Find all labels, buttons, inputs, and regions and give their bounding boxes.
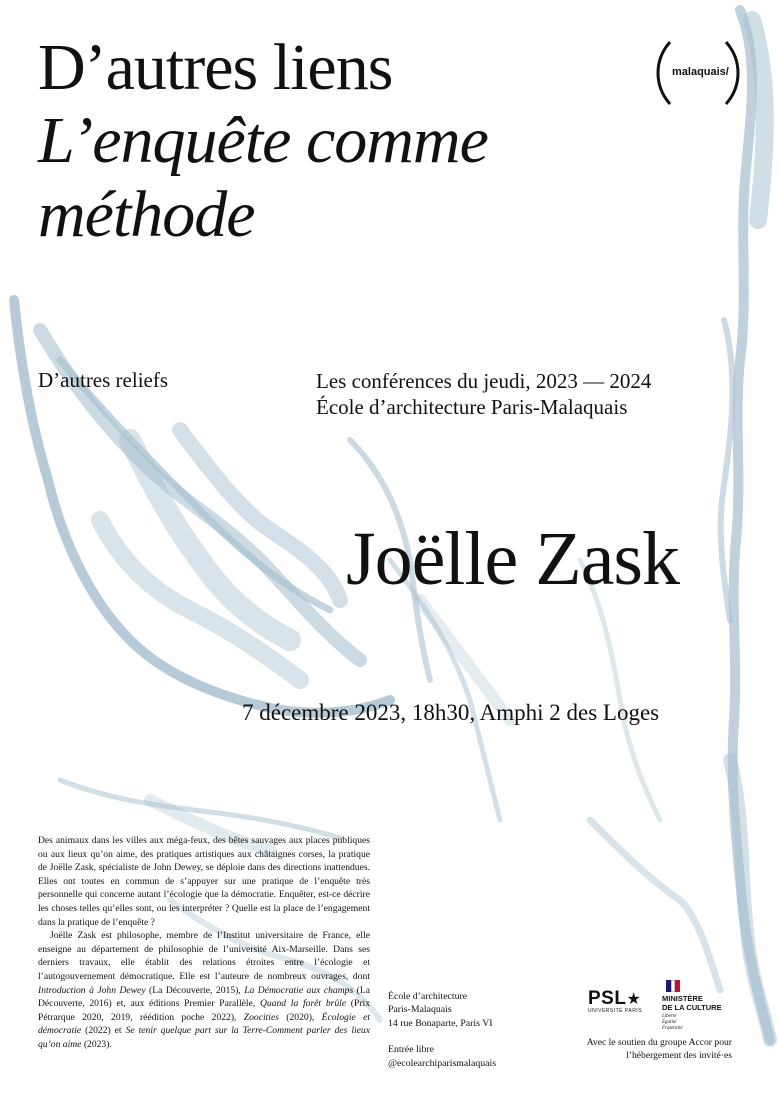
psl-logo	[588, 988, 642, 1014]
series-label: D’autres reliefs	[38, 368, 169, 392]
book-title: Se tenir quelque part sur la Terre-Comment parler des lieux qu’on aime	[38, 1025, 370, 1050]
event-date: 7 décembre 2023, 18h30, Amphi 2 des Loges	[242, 700, 660, 725]
bio-text: Joëlle Zask est philosophe, membre de l’Institut universitaire de France, elle enseigne au département de philosophie de l’université Aix-Marseille. Dans ses derniers travaux, elle établit des relations étroites entre l’écologie et l’autogouvernement démocratique. Elle est l’auteure de nombreux ouvrages, dont	[38, 930, 370, 982]
motto-line: Fraternité	[662, 1026, 683, 1031]
support-note: Avec le soutien du groupe Accor pour l’hébergement des invité·es	[586, 1037, 732, 1062]
psl-text: PSL	[588, 988, 627, 1009]
ministere-line-2: DE LA CULTURE	[662, 1003, 722, 1012]
malaquais-logo	[656, 38, 740, 108]
marianne-icon	[666, 980, 680, 992]
book-title: La Démocratie aux champs	[244, 984, 354, 996]
book-title: Introduction à John Dewey	[38, 984, 146, 996]
address-line: Paris-Malaquais	[388, 1004, 452, 1016]
subtitle-line-2: méthode	[38, 178, 255, 251]
bio-text: (2020),	[278, 1011, 322, 1023]
motto-line: Liberté	[662, 1014, 677, 1019]
venue-address	[388, 990, 496, 1070]
bio-text: (2022) et	[81, 1025, 126, 1037]
bio-text: (La Découverte, 2015),	[145, 984, 245, 996]
book-title: Écologie et démocratie	[38, 1011, 371, 1037]
social-handle[interactable]: @ecolearchiparismalaquais	[388, 1057, 497, 1069]
logo-text: malaquais/	[672, 66, 729, 78]
speaker-name: Joëlle Zask	[346, 517, 680, 601]
ministere-line-1: MINISTÈRE	[662, 994, 703, 1003]
description-paragraph-1: Des animaux dans les villes aux méga-feux, des bêtes sauvages aux places publiques ou aux lieux qu’on aime, des pratiques artistiques aux châtaignes corses, la pratique de Joëlle Zask, spécialiste de John Dewey, se déploie dans des directions inattendues. Elles ont toutes en commun de s’appuyer sur une pratique de l’enquête très personnelle qui concerne autant l’écologie que la démocratie. Enquêter, est-ce décrire les choses telles qu’elles sont, ou les interpréter ? Quelle est la place de l’engagement dans la pratique de l’enquête ?	[38, 835, 370, 928]
series-line-1: Les conférences du jeudi, 2023 — 2024	[316, 369, 652, 393]
series-line-2: École d’architecture Paris-Malaquais	[316, 395, 628, 419]
series-info	[316, 368, 651, 420]
psl-subtitle: UNIVERSITÉ PARIS	[588, 1008, 643, 1014]
entry-info: Entrée libre	[388, 1044, 434, 1056]
bio-text: (2023).	[81, 1038, 112, 1050]
book-title: Zoocities	[243, 1011, 279, 1023]
address-line: École d’architecture	[388, 991, 468, 1002]
ministere-logo	[662, 980, 722, 1032]
star-icon: ★	[626, 989, 641, 1008]
subtitle-line-1: L’enquête comme	[38, 104, 488, 177]
bio-text: (La Découverte, 2016) et, aux éditions Premier Parallèle,	[38, 984, 370, 1010]
description-paragraph-2	[38, 929, 370, 1051]
title: D’autres liens	[38, 31, 393, 104]
book-title: Quand la forêt brûle	[259, 998, 347, 1010]
motto-line: Égalité	[662, 1020, 677, 1025]
address-spacer	[388, 1030, 496, 1043]
subtitle	[38, 104, 638, 252]
description	[38, 834, 370, 1052]
address-line: 14 rue Bonaparte, Paris VI	[388, 1017, 493, 1029]
bio-text: (Prix Pétrarque 2020, 2019, réédition poche 2022),	[38, 998, 370, 1023]
